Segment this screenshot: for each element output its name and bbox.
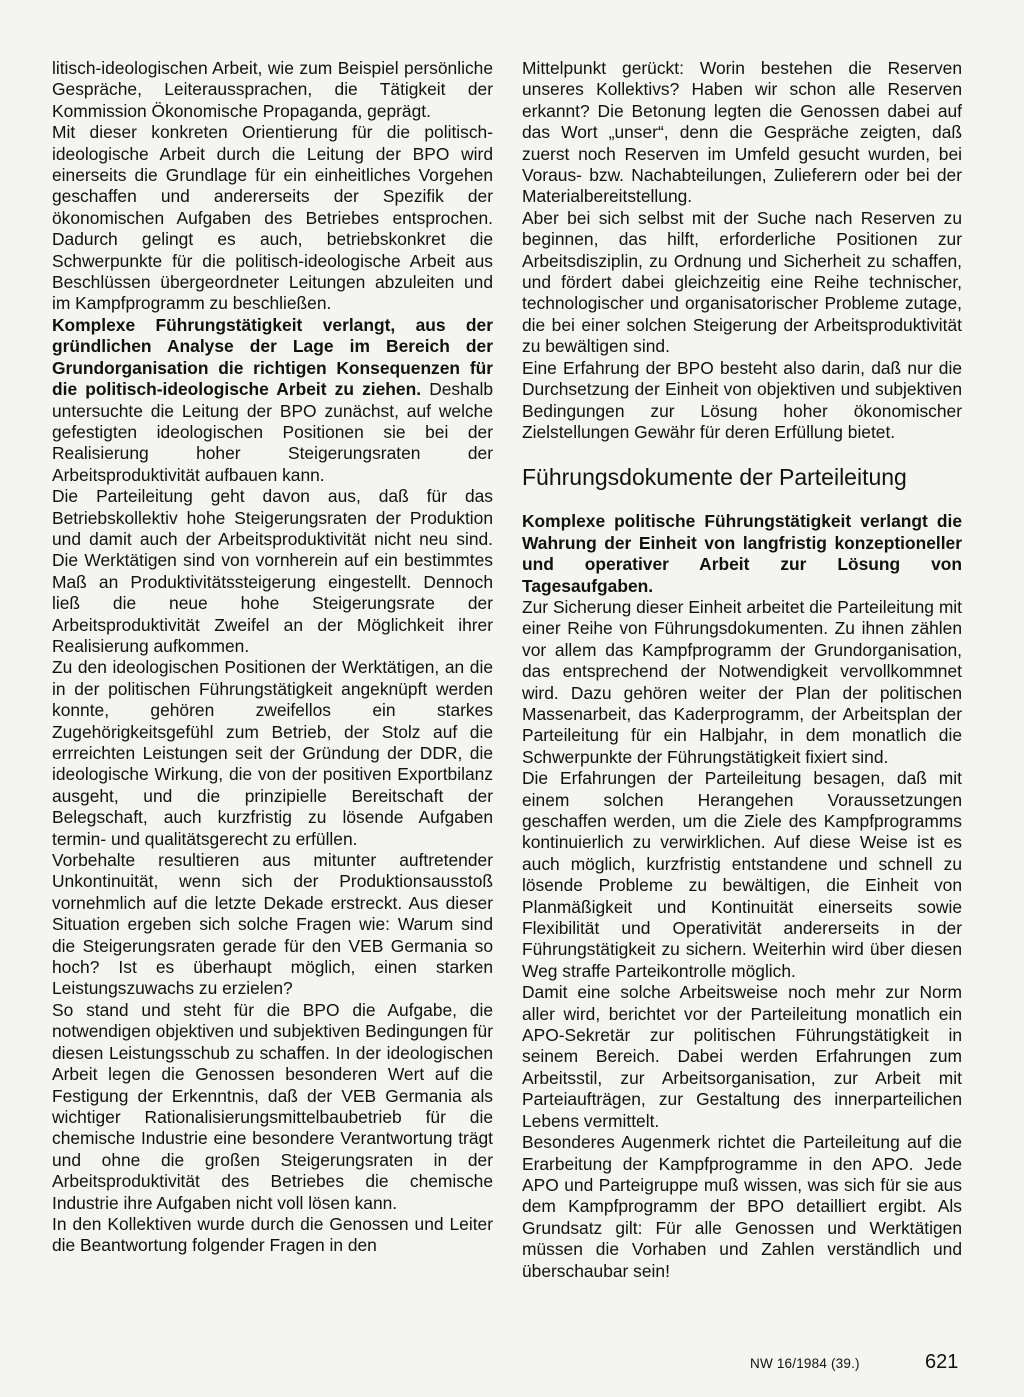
paragraph: In den Kollektiven wurde durch die Genossen und Leiter die Beantwortung folgender Fragen in den [52,1213,493,1256]
paragraph [52,315,493,486]
paragraph: Die Parteileitung geht davon aus, daß für das Betriebskollektiv hohe Steigerungsraten der Produktion und damit auch der Arbeitsproduktivität nicht neu sind. Die Werktätigen sind von vornherein auf ein bestimmtes Maß an Produktivitätssteigerung eingestellt. Dennoch ließ die neue hohe Steigerungsrate der Arbeitsproduktivität Zweifel an der Möglichkeit ihrer Realisierung aufkommen. [52,486,493,656]
right-column [522,58,962,1282]
paragraph: Besonderes Augenmerk richtet die Parteileitung auf die Erarbeitung der Kampfprogramme in den APO. Jede APO und Parteigruppe muß wissen, was sich für sie aus dem Kampfprogramm der BPO detailliert ergibt. Als Grundsatz gilt: Für alle Genossen und Werktätigen müssen die Vorhaben und Zahlen verständlich und überschaubar sein! [522,1132,962,1281]
paragraph: Mit dieser konkreten Orientierung für die politisch-ideologische Arbeit durch die Leitung der BPO wird einerseits die Grundlage für ein einheitliches Vorgehen geschaffen und andererseits der Spezifik der ökonomischen Aufgaben des Betriebes entsprochen. Dadurch gelingt es auch, betriebskonkret die Schwerpunkte für die politisch-ideologische Arbeit aus Beschlüssen übergeordneter Leitungen abzuleiten und im Kampfprogramm zu beschließen. [52,122,493,314]
issue-reference: NW 16/1984 (39.) [750,1356,860,1371]
section-heading: Führungsdokumente der Parteileitung [522,464,907,491]
paragraph: litisch-ideologischen Arbeit, wie zum Beispiel persönliche Gespräche, Leiteraussprachen, die Tätigkeit der Kommission Ökonomische Propaganda, geprägt. [52,58,493,121]
left-column [52,58,493,1257]
paragraph: Aber bei sich selbst mit der Suche nach Reserven zu beginnen, das hilft, erforderliche Positionen zur Arbeitsdisziplin, zu Ordnung und Sicherheit zu schaffen, und fördert dabei gleichzeitig eine Reihe technischer, technologischer und organisatorischer Probleme zutage, die bei einer solchen Steigerung der Arbeitsproduktivität zu bewältigen sind. [522,207,962,357]
paragraph: Damit eine solche Arbeitsweise noch mehr zur Norm aller wird, berichtet vor der Parteileitung monatlich ein APO-Sekretär zur politischen Führungstätigkeit in seinem Bereich. Dabei werden Erfahrungen zum Arbeitsstil, zur Arbeitsorganisation, zur Arbeit mit Parteiaufträgen, zur Gestaltung des innerparteilichen Lebens vermittelt. [522,982,962,1131]
page-number: 621 [925,1351,959,1373]
paragraph-text: Deshalb untersuchte die Leitung der BPO zunächst, auf welche gefestigten ideologischen Positionen sie bei der Realisierung hoher Steigerungsraten der Arbeitsproduktivität aufbauen kann. [52,379,493,485]
paragraph: Eine Erfahrung der BPO besteht also darin, daß nur die Durchsetzung der Einheit von objektiven und subjektiven Bedingungen zur Lösung hoher ökonomischer Zielstellungen Gewähr für deren Erfüllung bietet. [522,357,962,442]
paragraph: Zu den ideologischen Positionen der Werktätigen, an die in der politischen Führungstätigkeit angeknüpft werden konnte, gehören zweifellos ein starkes Zugehörigkeitsgefühl zum Betrieb, der Stolz auf die errreichten Leistungen seit der Gründung der DDR, die ideologische Wirkung, die von der positiven Exportbilanz ausgeht, und die prinzipielle Bereitschaft der Belegschaft, auch kurzfristig zu lösende Aufgaben termin- und qualitätsgerecht zu erfüllen. [52,657,493,849]
paragraph: Vorbehalte resultieren aus mitunter auftretender Unkontinuität, wenn sich der Produktionsausstoß vornehmlich auf die letzte Dekade erstreckt. Aus dieser Situation ergeben sich solche Fragen wie: Warum sind die Steigerungsraten gerade für den VEB Germania so hoch? Ist es überhaupt möglich, einen starken Leistungszuwachs zu erzielen? [52,850,493,999]
paragraph: Mittelpunkt gerückt: Worin bestehen die Reserven unseres Kollektivs? Haben wir schon alle Reserven erkannt? Die Betonung legten die Genossen dabei auf das Wort „unser“, denn die Gespräche zeigten, daß zuerst noch Reserven im Umfeld gesucht wurden, bei Voraus- bzw. Nachabteilungen, Zulieferern oder bei der Materialbereitstellung. [522,58,962,207]
paragraph: So stand und steht für die BPO die Aufgabe, die notwendigen objektiven und subjektiven Bedingungen für diesen Leistungsschub zu schaffen. In der ideologischen Arbeit legen die Genossen besonderen Wert auf die Festigung der Erkenntnis, daß der VEB Germania als wichtiger Rationalisierungsmittelbaubetrieb für die chemische Industrie eine besondere Verantwortung trägt und ohne die großen Steigerungsraten in der Arbeitsproduktivität des Betriebes die chemische Industrie ihre Aufgaben nicht voll lösen kann. [52,999,493,1213]
bold-lead: Komplexe politische Führungstätigkeit verlangt die Wahrung der Einheit von langfristig konzeptioneller und operativer Arbeit zur Lösung von Tagesaufgaben. [522,511,962,596]
bold-lead: Komplexe Führungstätigkeit verlangt, aus der gründlichen Analyse der Lage im Bereich der Grundorganisation die richtigen Konsequenzen für die politisch-ideologische Arbeit zu ziehen. [52,314,493,400]
paragraph: Die Erfahrungen der Parteileitung besagen, daß mit einem solchen Herangehen Voraussetzungen geschaffen werden, um die Ziele des Kampfprogramms kontinuierlich zu verwirklichen. Auf diese Weise ist es auch möglich, kurzfristig entstandene und schnell zu lösende Probleme zu bewältigen, die Einheit von Planmäßigkeit und Kontinuität einerseits sowie Flexibilität und Operativität andererseits in der Führungstätigkeit zu sichern. Weiterhin wird über diesen Weg straffe Parteikontrolle möglich. [522,768,962,981]
paragraph: Zur Sicherung dieser Einheit arbeitet die Parteileitung mit einer Reihe von Führungsdokumenten. Zu ihnen zählen vor allem das Kampfprogramm der Grundorganisation, das entsprechend der Notwendigkeit vervollkommnet wird. Dazu gehören weiter der Plan der politischen Massenarbeit, das Kaderprogramm, der Arbeitsplan der Parteileitung für ein Halbjahr, in dem monatlich die Schwerpunkte der Führungstätigkeit fixiert sind. [522,596,962,767]
